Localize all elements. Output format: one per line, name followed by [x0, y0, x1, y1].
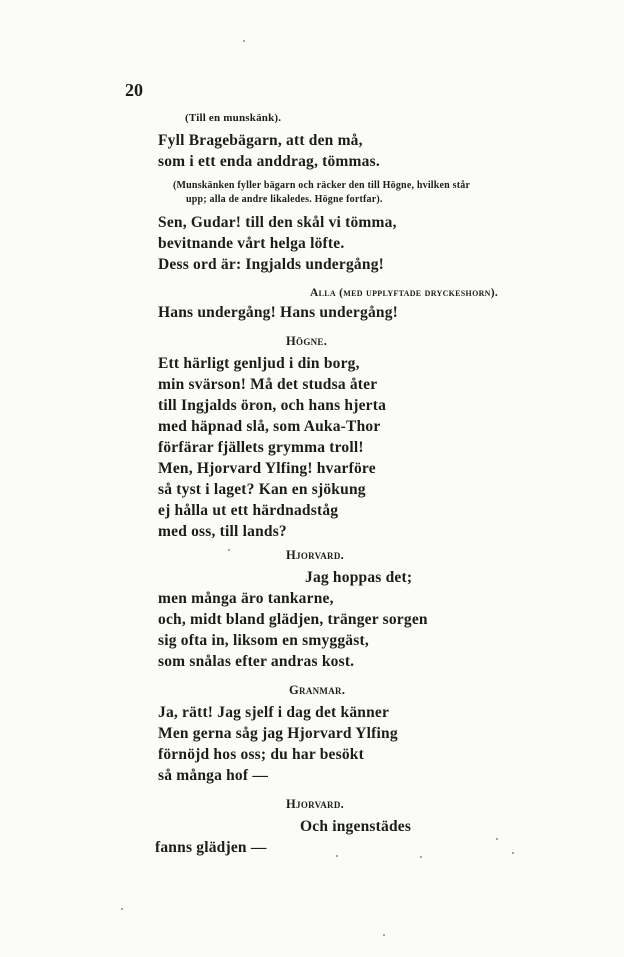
speaker-name: Granmar.: [289, 683, 346, 697]
verse-line: Men gerna såg jag Hjorvard Ylfing: [158, 725, 398, 742]
verse-line: ej hålla ut ett härdnadståg: [158, 502, 339, 519]
speaker-name: Hjorvard.: [286, 548, 345, 562]
verse-line: förnöjd hos oss; du har besökt: [158, 746, 364, 763]
speaker-name: Alla (med upplyftade dryckeshorn).: [310, 287, 499, 299]
verse-line: Ja, rätt! Jag sjelf i dag det känner: [158, 704, 390, 721]
speck: [228, 549, 230, 551]
verse-line: med oss, till lands?: [158, 523, 287, 540]
verse-line: bevitnande vårt helga löfte.: [158, 235, 345, 252]
speck: [383, 934, 385, 936]
verse-line: fanns glädjen —: [155, 839, 267, 856]
verse-line: med häpnad slå, som Auka-Thor: [158, 418, 381, 435]
verse-line: sig ofta in, liksom en smyggäst,: [158, 632, 369, 649]
verse-line: till Ingjalds öron, och hans hjerta: [158, 397, 387, 414]
speck: [243, 40, 245, 42]
verse-line: Ett härligt genljud i din borg,: [158, 355, 360, 372]
speaker-name: Hjorvard.: [286, 797, 345, 811]
speck: [121, 908, 123, 910]
verse-line: som i ett enda anddrag, tömmas.: [158, 153, 380, 170]
verse-line: Men, Hjorvard Ylfing! hvarföre: [158, 460, 376, 477]
verse-line: Jag hoppas det;: [305, 569, 413, 586]
speck: [496, 838, 498, 840]
stage-direction: upp; alla de andre likaledes. Högne fortfar).: [186, 194, 383, 205]
verse-line: Sen, Gudar! till den skål vi tömma,: [158, 214, 397, 231]
verse-line: Fyll Bragebägarn, att den må,: [158, 132, 363, 149]
verse-line: min svärson! Må det studsa åter: [158, 376, 378, 393]
speck: [336, 855, 338, 857]
speck: [420, 856, 422, 858]
stage-direction: (Till en munskänk).: [185, 112, 282, 124]
verse-line: men många äro tankarne,: [158, 590, 334, 607]
page-number: 20: [125, 80, 143, 100]
stage-direction: (Munskänken fyller bägarn och räcker den till Högne, hvilken står: [173, 180, 471, 191]
speaker-name: Högne.: [286, 334, 328, 348]
verse-line: förfärar fjällets grymma troll!: [158, 439, 364, 456]
verse-line: så tyst i laget? Kan en sjökung: [158, 481, 366, 498]
verse-line: så många hof —: [158, 767, 269, 784]
verse-line: Dess ord är: Ingjalds undergång!: [158, 256, 385, 273]
verse-line: Och ingenstädes: [300, 818, 412, 835]
verse-line: och, midt bland glädjen, tränger sorgen: [158, 611, 428, 628]
verse-line: som snålas efter andras kost.: [158, 653, 355, 670]
verse-line: Hans undergång! Hans undergång!: [158, 304, 399, 321]
speck: [512, 852, 514, 854]
